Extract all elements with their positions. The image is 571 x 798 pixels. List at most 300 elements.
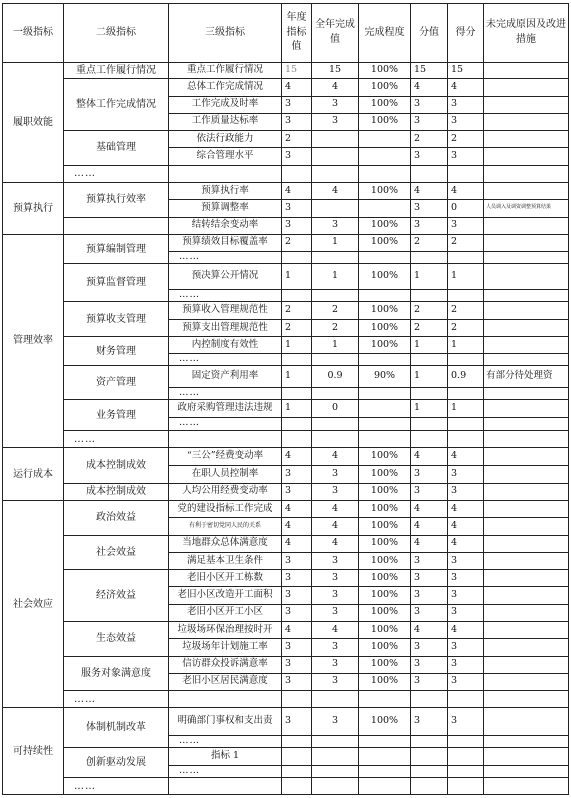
score-weight-cell: 3	[411, 466, 448, 483]
score-cell: 4	[448, 79, 484, 96]
completion-rate-cell: 100%	[359, 708, 411, 735]
completion-rate-cell: 100%	[359, 518, 411, 535]
score-cell: 3	[448, 217, 484, 234]
actual-value-cell	[312, 735, 359, 747]
target-value-cell	[282, 778, 312, 795]
completion-rate-cell	[359, 735, 411, 747]
level2-indicator: ……	[64, 165, 169, 182]
score-cell: 4	[448, 182, 484, 199]
column-header: 年度指标值	[282, 4, 312, 63]
score-weight-cell: 3	[411, 570, 448, 587]
actual-value-cell: 3	[312, 466, 359, 483]
actual-value-cell	[312, 353, 359, 365]
column-header: 全年完成值	[312, 4, 359, 63]
completion-rate-cell: 100%	[359, 337, 411, 353]
table-row	[3, 747, 569, 765]
score-cell: 0.9	[448, 365, 484, 387]
reason-cell	[484, 148, 569, 165]
score-cell	[448, 747, 484, 765]
reason-cell	[484, 466, 569, 483]
score-weight-cell: 4	[411, 182, 448, 199]
reason-cell	[484, 217, 569, 234]
actual-value-cell: 0	[312, 400, 359, 417]
level2-indicator: 整体工作完成情况	[64, 79, 169, 131]
score-cell	[448, 165, 484, 182]
level3-cell: 老旧小区居民满意度	[169, 673, 282, 690]
actual-value-cell	[312, 417, 359, 430]
score-cell: 4	[448, 448, 484, 466]
actual-value-cell: 3	[312, 570, 359, 587]
target-value-cell: 3	[282, 552, 312, 569]
score-weight-cell: 3	[411, 96, 448, 113]
reason-cell	[484, 535, 569, 552]
actual-value-cell	[312, 148, 359, 165]
target-value-cell	[282, 353, 312, 365]
table-row	[3, 131, 569, 148]
reason-cell	[484, 735, 569, 747]
target-value-cell	[282, 430, 312, 447]
score-weight-cell	[411, 252, 448, 264]
target-value-cell: 4	[282, 621, 312, 638]
target-value-cell: 4	[282, 448, 312, 466]
score-cell: 3	[448, 570, 484, 587]
completion-rate-cell	[359, 131, 411, 148]
score-cell	[448, 766, 484, 778]
target-value-cell: 3	[282, 466, 312, 483]
score-cell: 1	[448, 400, 484, 417]
completion-rate-cell: 100%	[359, 234, 411, 251]
level1-indicator: 预算执行	[3, 182, 64, 234]
level3-cell: 信访群众投诉满意率	[169, 656, 282, 673]
actual-value-cell: 4	[312, 182, 359, 199]
level3-cell	[169, 778, 282, 795]
reason-cell	[484, 552, 569, 569]
completion-rate-cell	[359, 148, 411, 165]
score-cell: 2	[448, 234, 484, 251]
actual-value-cell: 3	[312, 552, 359, 569]
column-header: 分值	[411, 4, 448, 63]
level2-indicator: 成本控制成效	[64, 448, 169, 484]
target-value-cell: 3	[282, 639, 312, 656]
completion-rate-cell	[359, 200, 411, 217]
score-weight-cell: 4	[411, 518, 448, 535]
reason-cell	[484, 483, 569, 500]
level3-cell: 内控制度有效性	[169, 337, 282, 353]
completion-rate-cell: 100%	[359, 182, 411, 199]
actual-value-cell: 1	[312, 337, 359, 353]
score-cell: 2	[448, 320, 484, 337]
completion-rate-cell	[359, 289, 411, 301]
reason-cell: 有部分待处理资	[484, 365, 569, 387]
level1-indicator: 运行成本	[3, 448, 64, 501]
actual-value-cell: 4	[312, 518, 359, 535]
level2-indicator: 预算监督管理	[64, 264, 169, 302]
score-weight-cell: 4	[411, 501, 448, 518]
reason-cell	[484, 417, 569, 430]
score-cell	[448, 691, 484, 708]
target-value-cell: 3	[282, 656, 312, 673]
score-weight-cell: 3	[411, 673, 448, 690]
level2-indicator: 重点工作履行情况	[64, 62, 169, 78]
level3-cell: 综合管理水平	[169, 148, 282, 165]
score-weight-cell: 3	[411, 217, 448, 234]
completion-rate-cell	[359, 747, 411, 765]
level2-indicator: 资产管理	[64, 365, 169, 400]
actual-value-cell: 3	[312, 96, 359, 113]
level2-indicator: 预算收支管理	[64, 301, 169, 337]
score-cell: 3	[448, 587, 484, 604]
actual-value-cell: 3	[312, 483, 359, 500]
completion-rate-cell	[359, 430, 411, 447]
level3-cell: ……	[169, 289, 282, 301]
header-row	[3, 4, 569, 63]
completion-rate-cell: 90%	[359, 365, 411, 387]
reason-cell	[484, 621, 569, 638]
target-value-cell: 1	[282, 264, 312, 289]
level3-cell: 预算绩效目标覆盖率	[169, 234, 282, 251]
target-value-cell	[282, 388, 312, 400]
level3-cell: 工作质量达标率	[169, 113, 282, 130]
column-header: 三级指标	[169, 4, 282, 63]
level3-cell: “三公”经费变动率	[169, 448, 282, 466]
target-value-cell	[282, 252, 312, 264]
target-value-cell: 1	[282, 400, 312, 417]
reason-cell	[484, 448, 569, 466]
level2-indicator: 服务对象满意度	[64, 656, 169, 691]
reason-cell	[484, 165, 569, 182]
column-header: 二级指标	[64, 4, 169, 63]
reason-cell	[484, 747, 569, 765]
score-weight-cell: 4	[411, 79, 448, 96]
score-weight-cell: 4	[411, 448, 448, 466]
level3-cell: ……	[169, 388, 282, 400]
target-value-cell: 3	[282, 148, 312, 165]
score-cell	[448, 430, 484, 447]
level2-indicator: 基础管理	[64, 131, 169, 166]
score-weight-cell: 1	[411, 400, 448, 417]
target-value-cell: 15	[282, 62, 312, 78]
reason-cell	[484, 708, 569, 735]
score-weight-cell	[411, 766, 448, 778]
table-row	[3, 217, 569, 234]
target-value-cell: 3	[282, 570, 312, 587]
completion-rate-cell: 100%	[359, 466, 411, 483]
level3-cell: 老旧小区改造开工面积	[169, 587, 282, 604]
completion-rate-cell	[359, 766, 411, 778]
score-weight-cell	[411, 691, 448, 708]
score-cell: 4	[448, 501, 484, 518]
completion-rate-cell: 100%	[359, 604, 411, 621]
reason-cell	[484, 79, 569, 96]
actual-value-cell: 0.9	[312, 365, 359, 387]
level3-cell: 当地群众总体满意度	[169, 535, 282, 552]
target-value-cell: 2	[282, 234, 312, 251]
score-cell	[448, 417, 484, 430]
target-value-cell	[282, 735, 312, 747]
level1-indicator: 社会效应	[3, 501, 64, 708]
level3-cell: 在职人员控制率	[169, 466, 282, 483]
level2-indicator: ……	[64, 430, 169, 447]
reason-cell	[484, 252, 569, 264]
actual-value-cell	[312, 388, 359, 400]
level3-cell: 依法行政能力	[169, 131, 282, 148]
level2-indicator: 经济效益	[64, 570, 169, 622]
level3-cell: 垃圾场环保治理按时开	[169, 621, 282, 638]
reason-cell	[484, 691, 569, 708]
reason-cell	[484, 96, 569, 113]
actual-value-cell: 1	[312, 264, 359, 289]
reason-cell	[484, 400, 569, 417]
actual-value-cell: 3	[312, 604, 359, 621]
score-cell: 2	[448, 301, 484, 319]
level3-cell: 人均公用经费变动率	[169, 483, 282, 500]
target-value-cell	[282, 691, 312, 708]
score-cell	[448, 289, 484, 301]
completion-rate-cell	[359, 353, 411, 365]
level2-indicator	[64, 217, 169, 234]
target-value-cell: 4	[282, 79, 312, 96]
reason-cell	[484, 264, 569, 289]
completion-rate-cell: 100%	[359, 639, 411, 656]
level3-cell: 总体工作完成情况	[169, 79, 282, 96]
level3-cell: ……	[169, 417, 282, 430]
completion-rate-cell: 100%	[359, 320, 411, 337]
score-weight-cell	[411, 165, 448, 182]
completion-rate-cell: 100%	[359, 448, 411, 466]
target-value-cell: 3	[282, 483, 312, 500]
level2-indicator: 预算执行效率	[64, 182, 169, 217]
level2-indicator: 成本控制成效	[64, 483, 169, 500]
table-row	[3, 621, 569, 638]
table-row	[3, 79, 569, 96]
target-value-cell: 4	[282, 501, 312, 518]
actual-value-cell: 1	[312, 234, 359, 251]
level2-indicator: 业务管理	[64, 400, 169, 431]
score-cell: 4	[448, 621, 484, 638]
level3-cell: 预算支出管理规范性	[169, 320, 282, 337]
completion-rate-cell	[359, 388, 411, 400]
reason-cell	[484, 301, 569, 319]
reason-cell	[484, 656, 569, 673]
level2-indicator: ……	[64, 778, 169, 795]
actual-value-cell: 3	[312, 217, 359, 234]
reason-cell	[484, 289, 569, 301]
table-row	[3, 691, 569, 708]
reason-cell	[484, 388, 569, 400]
table-row	[3, 62, 569, 78]
target-value-cell	[282, 766, 312, 778]
level3-cell: 老旧小区开工栋数	[169, 570, 282, 587]
score-weight-cell: 2	[411, 234, 448, 251]
completion-rate-cell: 100%	[359, 621, 411, 638]
score-weight-cell	[411, 735, 448, 747]
score-weight-cell	[411, 778, 448, 795]
table-row	[3, 448, 569, 466]
level2-indicator: 政治效益	[64, 501, 169, 536]
table-row	[3, 570, 569, 587]
column-header: 完成程度	[359, 4, 411, 63]
score-cell: 1	[448, 337, 484, 353]
level3-cell: ……	[169, 735, 282, 747]
table-row	[3, 365, 569, 387]
reason-cell	[484, 131, 569, 148]
score-weight-cell: 2	[411, 320, 448, 337]
score-weight-cell	[411, 747, 448, 765]
level3-cell: 明确部门事权和支出责	[169, 708, 282, 735]
score-cell	[448, 353, 484, 365]
completion-rate-cell: 100%	[359, 656, 411, 673]
actual-value-cell	[312, 766, 359, 778]
performance-evaluation-table	[2, 3, 569, 795]
target-value-cell: 3	[282, 113, 312, 130]
target-value-cell: 3	[282, 96, 312, 113]
score-cell: 1	[448, 264, 484, 289]
target-value-cell: 3	[282, 587, 312, 604]
reason-cell: 人员调入及调资调整预算结果	[484, 200, 569, 217]
level3-cell: 垃圾场年计划施工率	[169, 639, 282, 656]
table-row	[3, 708, 569, 735]
score-cell	[448, 735, 484, 747]
score-weight-cell: 2	[411, 301, 448, 319]
score-weight-cell: 3	[411, 200, 448, 217]
target-value-cell: 2	[282, 131, 312, 148]
level2-indicator: 创新驱动发展	[64, 747, 169, 777]
level2-indicator: 财务管理	[64, 337, 169, 365]
actual-value-cell: 4	[312, 448, 359, 466]
reason-cell	[484, 430, 569, 447]
actual-value-cell	[312, 430, 359, 447]
completion-rate-cell: 100%	[359, 264, 411, 289]
level3-cell: 固定资产利用率	[169, 365, 282, 387]
actual-value-cell: 3	[312, 708, 359, 735]
score-weight-cell	[411, 430, 448, 447]
completion-rate-cell	[359, 252, 411, 264]
reason-cell	[484, 778, 569, 795]
actual-value-cell: 4	[312, 535, 359, 552]
target-value-cell	[282, 417, 312, 430]
score-weight-cell: 4	[411, 535, 448, 552]
score-weight-cell	[411, 388, 448, 400]
actual-value-cell: 3	[312, 673, 359, 690]
score-cell: 3	[448, 113, 484, 130]
level3-cell: 预算收入管理规范性	[169, 301, 282, 319]
level3-cell: 党的建设指标工作完成	[169, 501, 282, 518]
level3-cell	[169, 691, 282, 708]
completion-rate-cell	[359, 400, 411, 417]
table-row	[3, 337, 569, 353]
score-weight-cell: 1	[411, 264, 448, 289]
reason-cell	[484, 587, 569, 604]
level3-cell: 政府采购管理违法违规	[169, 400, 282, 417]
target-value-cell: 1	[282, 365, 312, 387]
score-weight-cell: 3	[411, 587, 448, 604]
actual-value-cell: 4	[312, 501, 359, 518]
actual-value-cell: 3	[312, 587, 359, 604]
table-row	[3, 165, 569, 182]
actual-value-cell	[312, 691, 359, 708]
score-cell: 3	[448, 604, 484, 621]
table-row	[3, 501, 569, 518]
table-row	[3, 234, 569, 251]
score-weight-cell: 1	[411, 337, 448, 353]
reason-cell	[484, 501, 569, 518]
table-row	[3, 264, 569, 289]
score-cell: 3	[448, 483, 484, 500]
level3-cell: 重点工作履行情况	[169, 62, 282, 78]
target-value-cell: 2	[282, 301, 312, 319]
reason-cell	[484, 113, 569, 130]
target-value-cell: 3	[282, 200, 312, 217]
level3-cell: ……	[169, 353, 282, 365]
target-value-cell: 4	[282, 518, 312, 535]
actual-value-cell	[312, 289, 359, 301]
level2-indicator: 生态效益	[64, 621, 169, 656]
score-weight-cell	[411, 289, 448, 301]
completion-rate-cell: 100%	[359, 673, 411, 690]
table-row	[3, 778, 569, 795]
score-cell: 2	[448, 131, 484, 148]
level1-indicator: 履职效能	[3, 62, 64, 182]
target-value-cell: 3	[282, 217, 312, 234]
target-value-cell	[282, 165, 312, 182]
reason-cell	[484, 182, 569, 199]
actual-value-cell: 2	[312, 301, 359, 319]
actual-value-cell	[312, 747, 359, 765]
score-cell: 3	[448, 148, 484, 165]
actual-value-cell: 15	[312, 62, 359, 78]
level3-cell: 老旧小区开工小区	[169, 604, 282, 621]
completion-rate-cell: 100%	[359, 570, 411, 587]
level3-cell: 预算调整率	[169, 200, 282, 217]
score-cell: 3	[448, 708, 484, 735]
completion-rate-cell: 100%	[359, 113, 411, 130]
reason-cell	[484, 62, 569, 78]
table-row	[3, 483, 569, 500]
score-weight-cell: 3	[411, 113, 448, 130]
actual-value-cell: 3	[312, 113, 359, 130]
completion-rate-cell: 100%	[359, 483, 411, 500]
table-row	[3, 535, 569, 552]
target-value-cell: 3	[282, 673, 312, 690]
score-cell: 3	[448, 96, 484, 113]
level3-cell: 指标 1	[169, 747, 282, 765]
score-weight-cell: 3	[411, 639, 448, 656]
target-value-cell: 3	[282, 708, 312, 735]
actual-value-cell	[312, 165, 359, 182]
completion-rate-cell: 100%	[359, 587, 411, 604]
table-row	[3, 430, 569, 447]
reason-cell	[484, 766, 569, 778]
completion-rate-cell	[359, 778, 411, 795]
completion-rate-cell: 100%	[359, 501, 411, 518]
level3-cell: 预算执行率	[169, 182, 282, 199]
score-cell: 3	[448, 639, 484, 656]
completion-rate-cell: 100%	[359, 217, 411, 234]
actual-value-cell	[312, 778, 359, 795]
score-weight-cell: 3	[411, 552, 448, 569]
score-weight-cell: 3	[411, 483, 448, 500]
level3-cell: 有利于密切党同人民的关系	[169, 518, 282, 535]
score-weight-cell: 3	[411, 656, 448, 673]
score-cell: 4	[448, 518, 484, 535]
reason-cell	[484, 604, 569, 621]
score-weight-cell: 3	[411, 604, 448, 621]
target-value-cell: 4	[282, 535, 312, 552]
completion-rate-cell: 100%	[359, 301, 411, 319]
score-cell: 4	[448, 535, 484, 552]
reason-cell	[484, 570, 569, 587]
completion-rate-cell	[359, 417, 411, 430]
